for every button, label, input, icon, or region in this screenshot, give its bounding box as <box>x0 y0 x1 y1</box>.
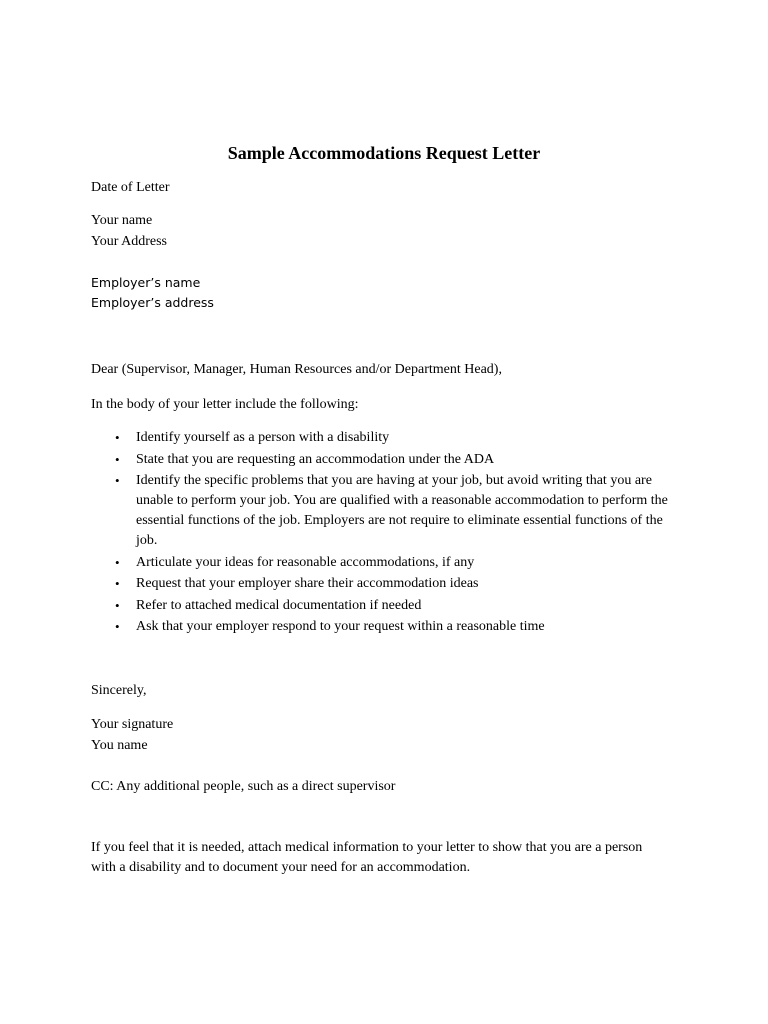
list-item <box>0 596 676 616</box>
list-item <box>0 450 676 470</box>
list-item-text: Articulate your ideas for reasonable accommodations, if any <box>136 554 475 570</box>
list-item <box>0 553 676 573</box>
list-item-text: Identify yourself as a person with a disability <box>136 430 390 445</box>
sender-name: Your name <box>91 213 153 228</box>
list-item-text: Request that your employer share their accommodation ideas <box>136 576 479 591</box>
bullet-icon: • <box>115 430 120 445</box>
footer-note: If you feel that it is needed, attach medical information to your letter to show that you are a person with a disability and to document your need for an accommodation. <box>91 840 643 875</box>
intro-text: In the body of your letter include the following: <box>91 397 359 412</box>
list-item-text: Ask that your employer respond to your request within a reasonable time <box>136 619 545 634</box>
signature-line: Your signature <box>91 717 174 732</box>
employer-name: Employer’s name <box>91 275 201 290</box>
closing: Sincerely, <box>91 683 147 698</box>
list-item <box>0 428 676 448</box>
list-item <box>0 471 676 551</box>
bullet-list <box>0 428 768 639</box>
bullet-icon: • <box>115 597 120 613</box>
date-line: Date of Letter <box>91 180 170 195</box>
letter-title: Sample Accommodations Request Letter <box>227 143 541 163</box>
salutation: Dear (Supervisor, Manager, Human Resources and/or Department Head), <box>91 362 502 377</box>
bullet-icon: • <box>115 554 120 570</box>
cc-line: CC: Any additional people, such as a direct supervisor <box>91 779 396 794</box>
list-item-text: Refer to attached medical documentation if needed <box>136 597 422 613</box>
list-item <box>0 617 676 637</box>
list-item-text: State that you are requesting an accommodation under the ADA <box>136 451 495 467</box>
bullet-icon: • <box>115 451 120 467</box>
sender-address: Your Address <box>91 234 167 249</box>
list-item <box>0 574 676 594</box>
employer-address: Employer’s address <box>91 295 214 310</box>
bullet-icon: • <box>115 473 120 488</box>
list-item-text: Identify the specific problems that you are having at your job, but avoid writing that you are unable to perform your job. You are qualified with a reasonable accommodation to perform the essential functions of the job. Employers are not require to eliminate essential functions of the job. <box>136 473 668 548</box>
bullet-icon: • <box>115 576 120 591</box>
bullet-icon: • <box>115 619 120 634</box>
signer-name: You name <box>91 738 148 753</box>
